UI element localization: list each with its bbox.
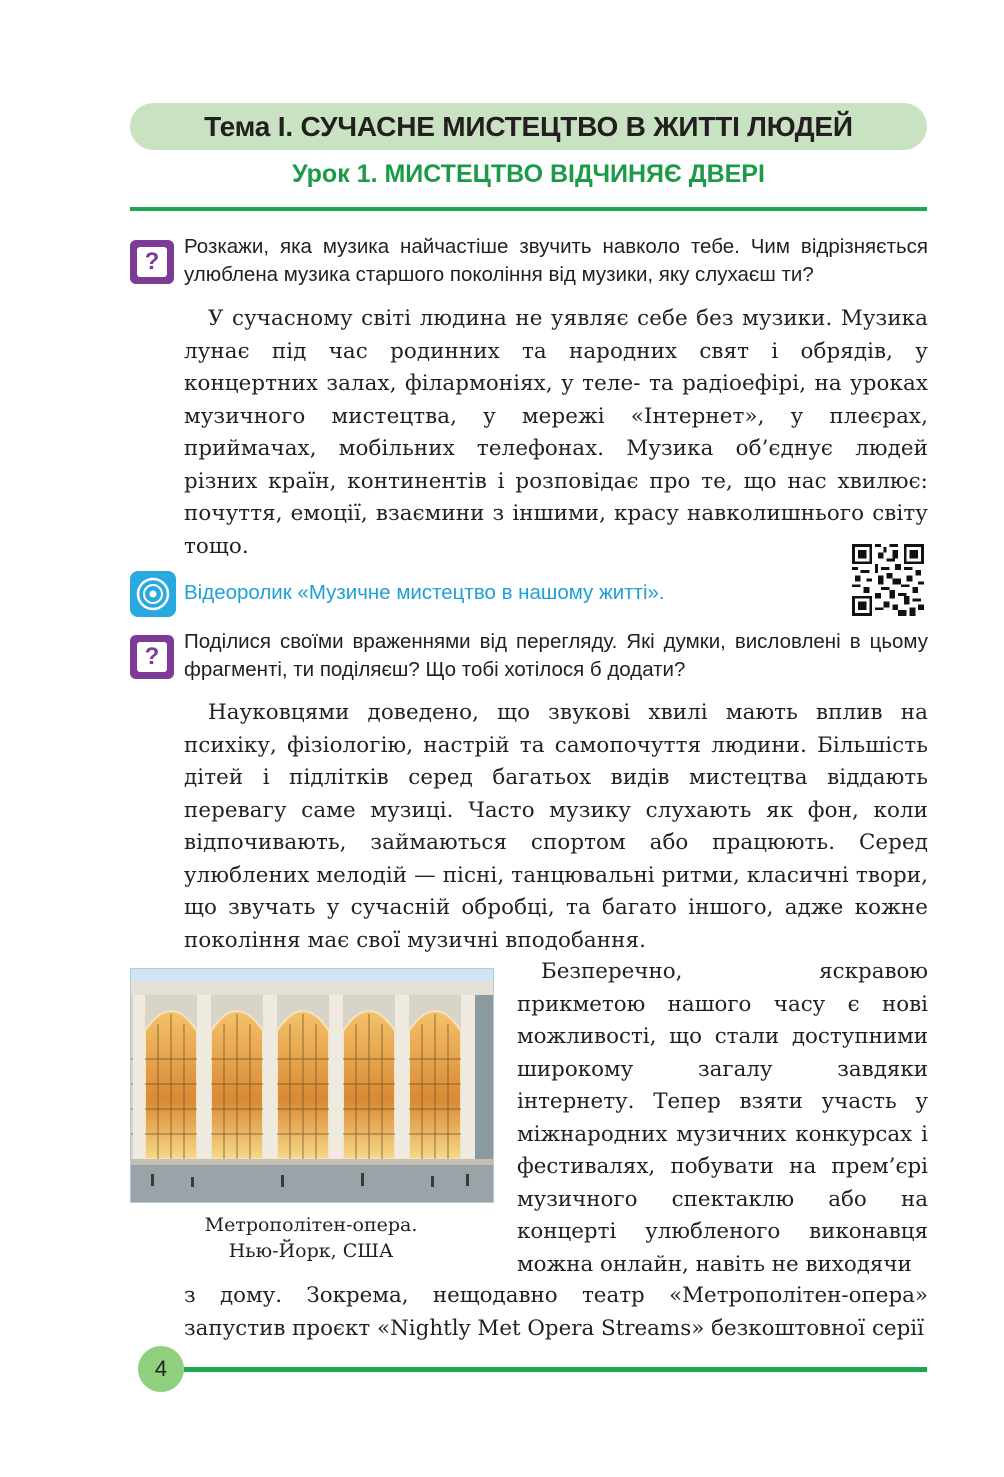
- question-icon: ?: [130, 635, 174, 679]
- caption-line: Нью-Йорк, США: [228, 1240, 394, 1262]
- footer-divider: [184, 1367, 927, 1372]
- photo-caption: [130, 1212, 492, 1264]
- video-link[interactable]: Відеоролик «Музичне мистецтво в нашому житті».: [184, 581, 665, 604]
- header-divider: [130, 207, 927, 211]
- qr-code-icon[interactable]: [852, 544, 924, 616]
- question-text: Розкажи, яка музика найчастіше звучить навколо тебе. Чим відрізняється улюблена музика старшого покоління від музики, яку слухаєш ти?: [184, 235, 928, 286]
- body-paragraph-wrapped: Безперечно, яскравою прикметою нашого часу є нові можливості, що стали доступними широкому загалу завдяки інтернету. Тепер взяти участь у міжнародних музичних конкурсах і фестивалях, побувати на прем’єрі музичного спектаклю або на концерті улюбленого виконавця можна онлайн, навіть не виходячи: [517, 959, 928, 1277]
- question-icon: ?: [130, 240, 174, 284]
- question-text: Поділися своїми враженнями від перегляду. Які думки, висловлені в цьому фрагменті, ти поділяєш? Що тобі хотілося б додати?: [184, 630, 928, 681]
- lesson-title: Урок 1. МИСТЕЦТВО ВІДЧИНЯЄ ДВЕРІ: [292, 160, 765, 188]
- body-paragraph: Науковцями доведено, що звукові хвилі мають вплив на психіку, фізіологію, настрій та самопочуття людини. Більшість дітей і підлітків серед багатьох видів мистецтва віддають перевагу саме музиці. Часто музику слухають як фон, коли відпочивають, займаються спортом або працюють. Серед улюблених мелодій — пісні, танцювальні ритми, класичні твори, що звучать у сучасній обробці, та багато іншого, адже кожне покоління має свої музичні вподобання.: [184, 700, 928, 953]
- topic-title: Тема І. СУЧАСНЕ МИСТЕЦТВО В ЖИТТІ ЛЮДЕЙ: [204, 111, 853, 142]
- page-number: 4: [138, 1346, 184, 1392]
- metropolitan-opera-photo: [130, 968, 494, 1203]
- caption-line: Метрополітен-опера.: [204, 1214, 418, 1236]
- body-paragraph: У сучасному світі людина не уявляє себе без музики. Музика лунає під час родинних та народних свят і обрядів, у концертних залах, філармоніях, у теле- та радіоефірі, на уроках музичного мистецтва, у мережі «Інтернет», у плеєрах, приймачах, мобільних телефонах. Музика об’єднує людей різних країн, континентів і розповідає про те, що нас хвилює: почуття, емоції, взаємини з іншими, красу навколишнього світу тощо.: [184, 306, 928, 559]
- body-paragraph-continued: з дому. Зокрема, нещодавно театр «Метрополітен-опера» запустив проєкт «Nightly Met Opera Streams» безкоштовної серії: [184, 1283, 928, 1341]
- video-disc-icon[interactable]: [130, 571, 176, 617]
